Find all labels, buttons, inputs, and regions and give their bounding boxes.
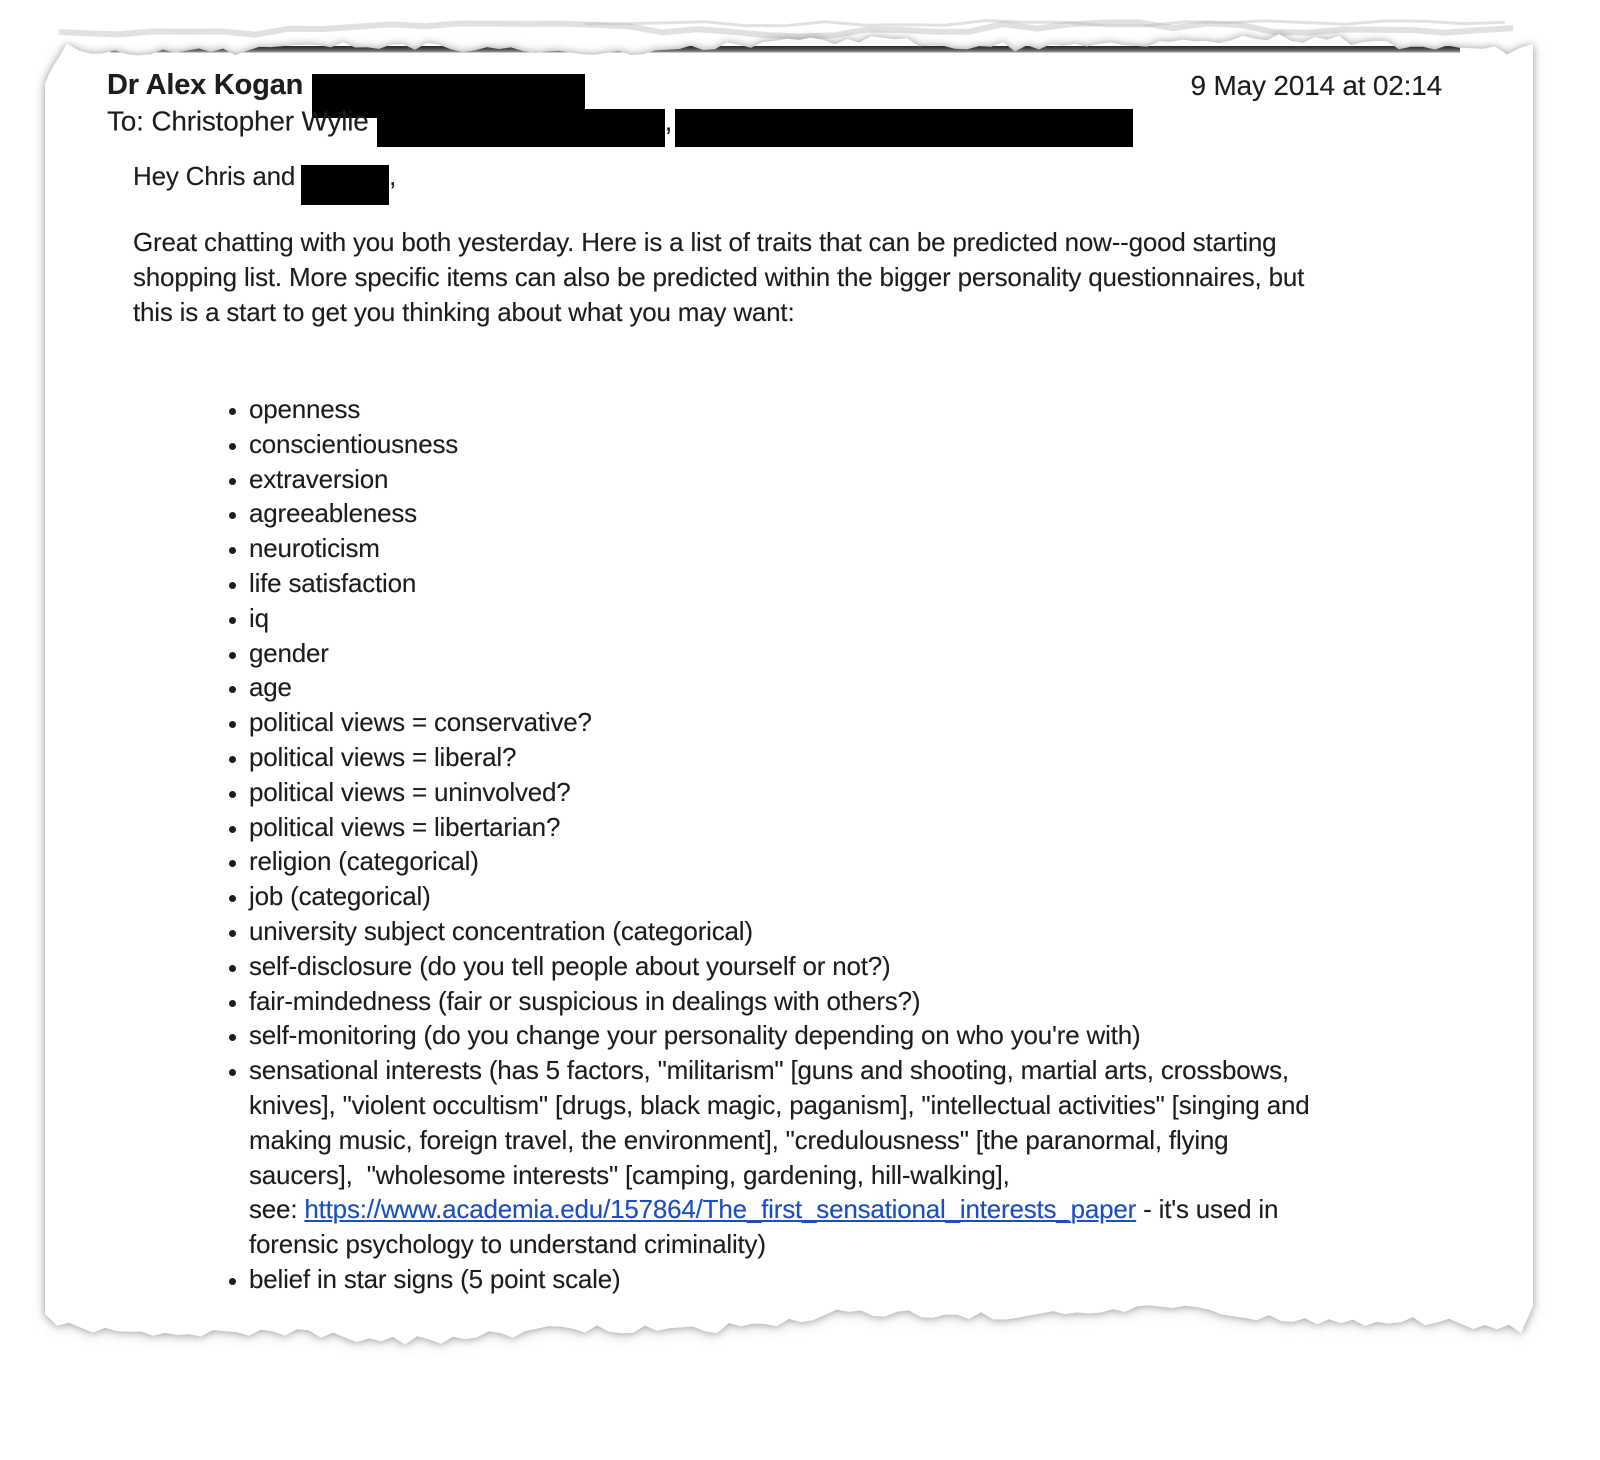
trait-item: • university subject concentration (categorical): [249, 914, 1310, 949]
sensational-line: forensic psychology to understand criminality): [249, 1229, 766, 1260]
to-line: [107, 104, 1133, 142]
trait-item: • conscientiousness: [249, 427, 1310, 462]
redaction-box-recipient-email-2: [675, 109, 1133, 147]
trait-item: • life satisfaction: [249, 566, 1310, 601]
trait-item: • neuroticism: [249, 531, 1310, 566]
academia-paper-link[interactable]: https://www.academia.edu/157864/The_first_sensational_interests_paper: [304, 1194, 1137, 1225]
sensational-line: sensational interests (has 5 factors, "militarism" [guns and shooting, martial arts, crossbows,: [249, 1055, 1289, 1086]
trait-item: • iq: [249, 601, 1310, 636]
redaction-box-greeting-name: [301, 165, 389, 205]
from-line: [107, 65, 585, 109]
trait-item: • political views = uninvolved?: [249, 775, 1310, 810]
trait-item: • political views = libertarian?: [249, 810, 1310, 845]
trait-item: • fair-mindedness (fair or suspicious in dealings with others?): [249, 984, 1310, 1019]
trait-item: • extraversion: [249, 462, 1310, 497]
see-label: see:: [249, 1194, 305, 1225]
trait-item: • religion (categorical): [249, 844, 1310, 879]
trait-item: • self-disclosure (do you tell people about yourself or not?): [249, 949, 1310, 984]
intro-line: this is a start to get you thinking about what you may want:: [133, 297, 795, 327]
trait-list: [226, 392, 1310, 1297]
recipient-separator: ,: [664, 105, 673, 137]
trait-item: • gender: [249, 636, 1310, 671]
greeting-comma: ,: [389, 160, 397, 191]
sensational-line: saucers], "wholesome interests" [camping, gardening, hill-walking],: [249, 1159, 1010, 1190]
trait-item: • age: [249, 670, 1310, 705]
link-suffix-text: - it's used in: [1136, 1194, 1279, 1225]
intro-line: shopping list. More specific items can also be predicted within the bigger personality questionnaires, but: [133, 262, 1305, 292]
greeting-line: [133, 158, 396, 198]
trait-item: • openness: [249, 392, 1310, 427]
trait-item: • political views = liberal?: [249, 740, 1310, 775]
intro-line: Great chatting with you both yesterday. Here is a list of traits that can be predicted now--good starting: [133, 227, 1277, 257]
trait-item: • political views = conservative?: [249, 705, 1310, 740]
redaction-box-recipient-email-1: [377, 109, 665, 147]
sender-name: Dr Alex Kogan: [107, 68, 304, 101]
trait-item: • belief in star signs (5 point scale): [249, 1262, 1310, 1297]
sensational-line: making music, foreign travel, the environment], "credulousness" [the paranormal, flying: [249, 1124, 1229, 1155]
trait-item: • agreeableness: [249, 496, 1310, 531]
greeting-text: Hey Chris and: [133, 160, 296, 191]
recipient-name: To: Christopher Wylie: [107, 105, 369, 137]
sensational-line: knives], "violent occultism" [drugs, black magic, paganism], "intellectual activities" [singing and: [249, 1089, 1310, 1120]
trait-item: • self-monitoring (do you change your personality depending on who you're with): [249, 1018, 1310, 1053]
trait-item: • job (categorical): [249, 879, 1310, 914]
email-scan-page: [45, 18, 1537, 1370]
email-date: 9 May 2014 at 02:14: [1190, 70, 1442, 101]
trait-item-sensational-interests: [249, 1053, 1310, 1262]
intro-paragraph: [133, 225, 1304, 330]
